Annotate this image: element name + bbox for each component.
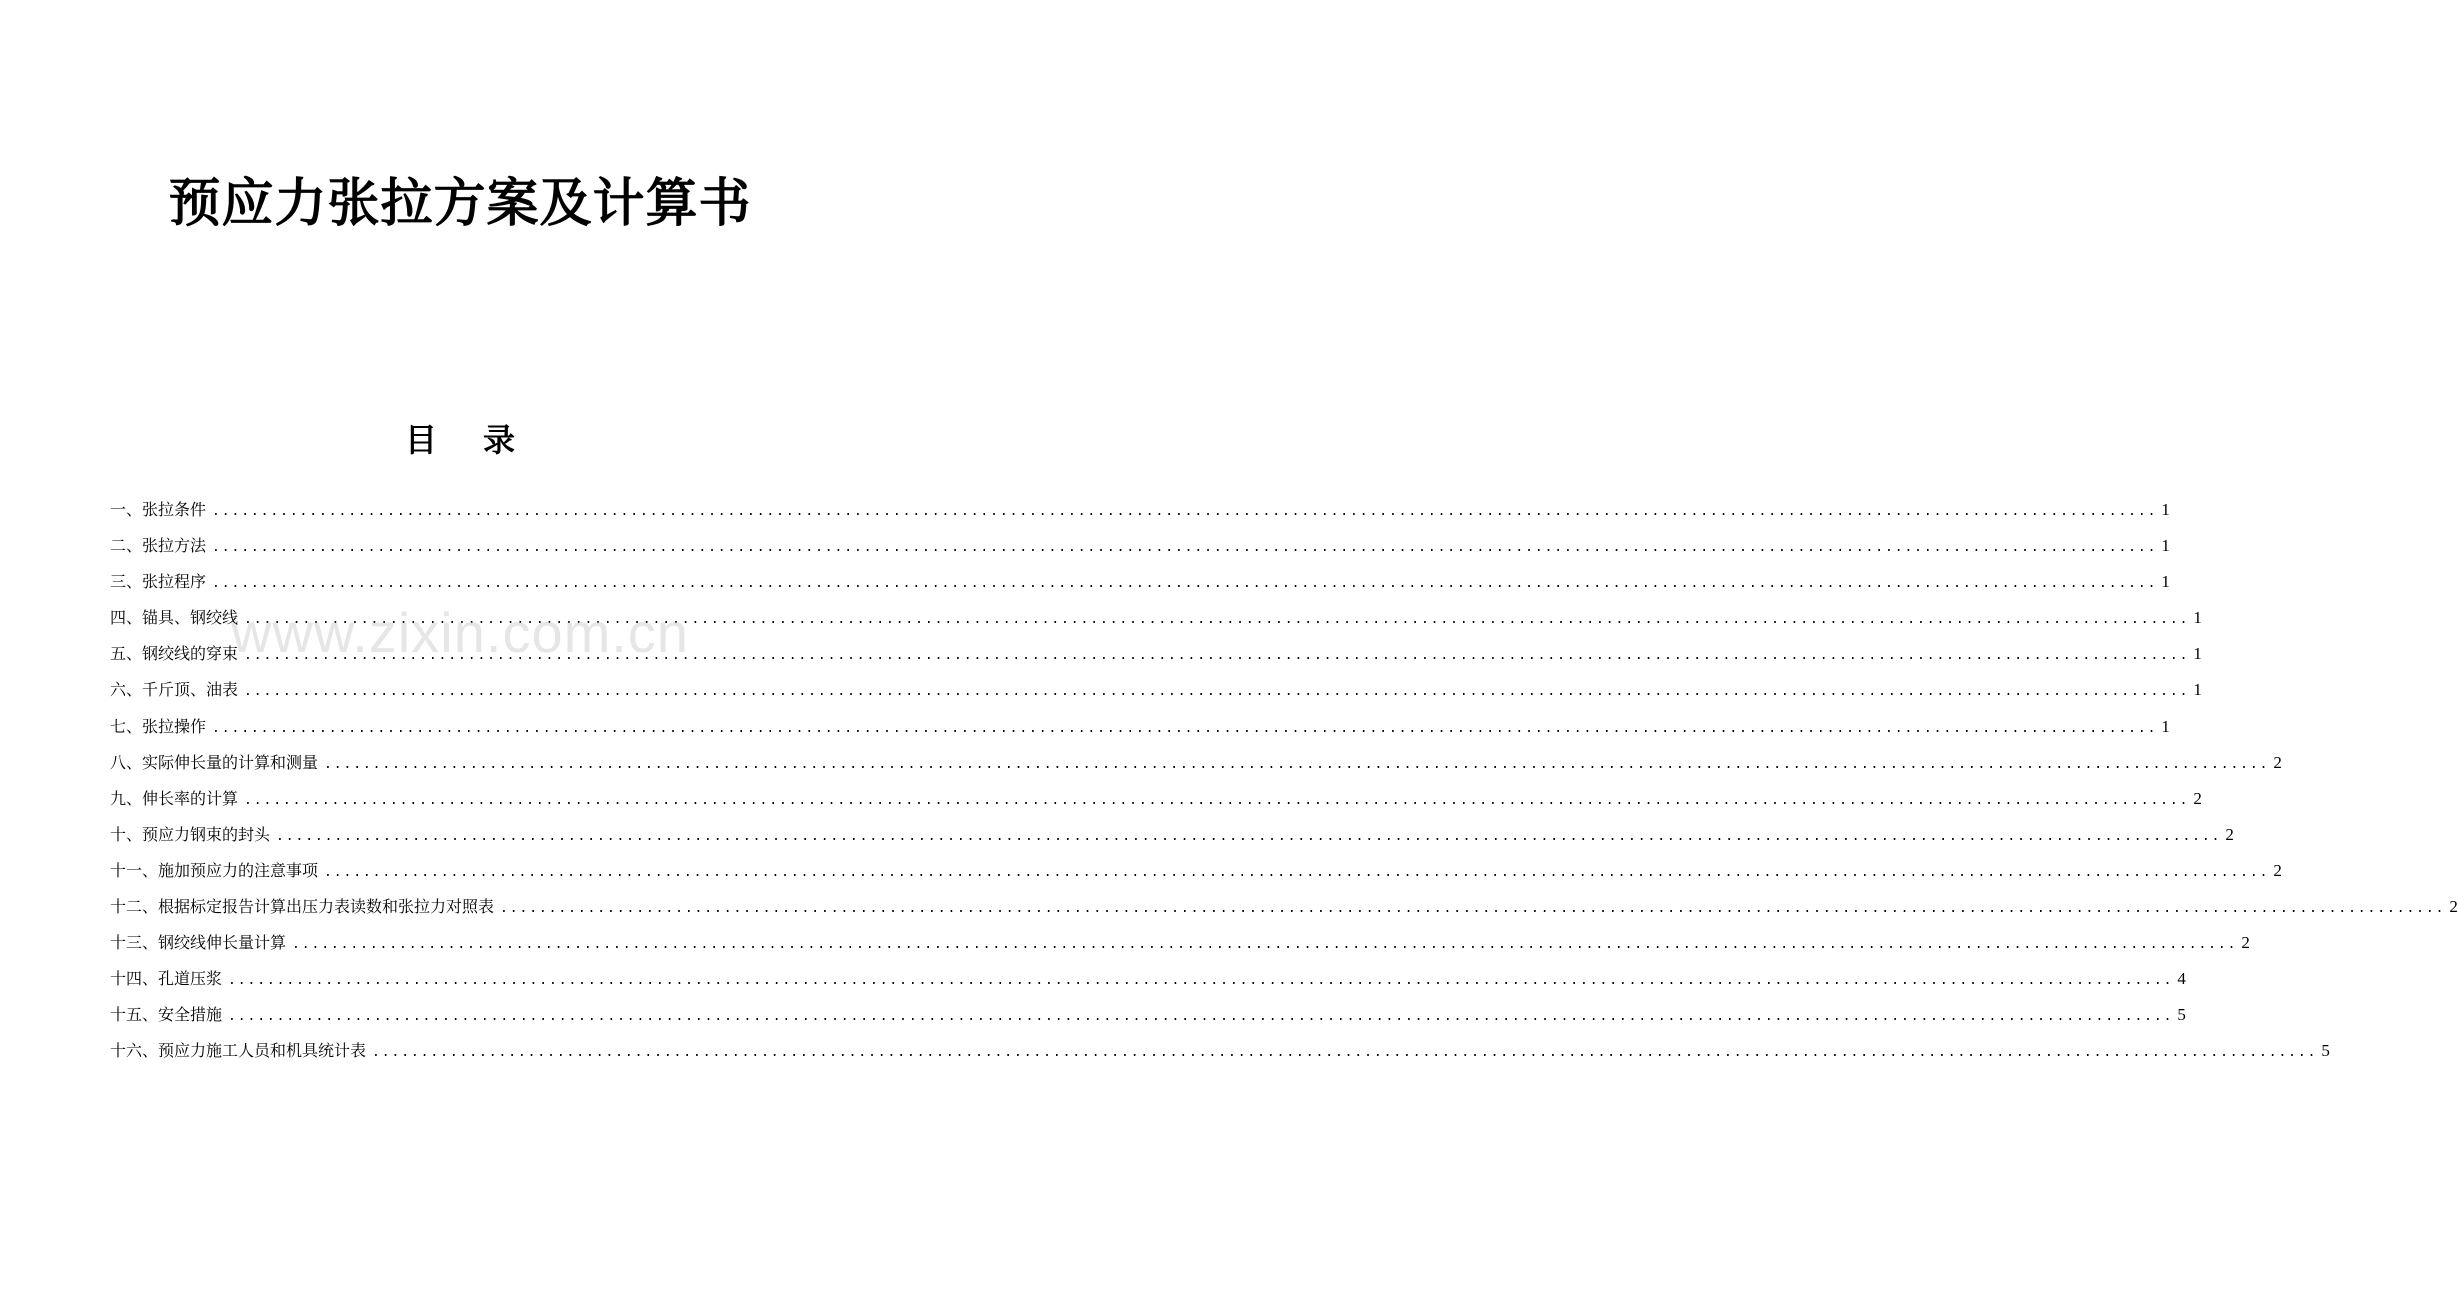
toc-entry-page: 1 [2193, 644, 2202, 664]
toc-entry-label: 十五、安全措施 [110, 1005, 223, 1025]
toc-entry[interactable] [110, 636, 2202, 672]
toc-entry[interactable] [110, 781, 2202, 817]
toc-entry-page: 2 [2273, 860, 2282, 880]
watermark-text: www.zixin.com.cn [231, 601, 689, 664]
toc-entry[interactable] [110, 528, 2170, 564]
toc-heading-left: 目 [404, 421, 437, 459]
toc-entry[interactable] [110, 1033, 2330, 1069]
toc-entry-page: 2 [2225, 824, 2234, 844]
toc-entry-label: 十六、预应力施工人员和机具统计表 [110, 1041, 367, 1061]
toc-dot-leader: ........................................................................................................................................................................................................ [212, 540, 2158, 556]
toc-entry[interactable] [110, 925, 2250, 961]
toc-entry-page: 1 [2161, 716, 2170, 736]
toc-entry-label: 一、张拉条件 [110, 500, 207, 519]
toc-entry-page: 5 [2321, 1041, 2330, 1061]
toc-entry-page: 4 [2177, 969, 2186, 989]
toc-dot-leader: ........................................................................................................................................................................................................ [500, 901, 2446, 917]
toc-entry-page: 2 [2241, 933, 2250, 953]
toc-dot-leader: ........................................................................................................................................................................................................ [228, 1009, 2174, 1025]
toc-dot-leader: ........................................................................................................................................................................................................ [276, 828, 2222, 844]
toc-heading [0, 418, 920, 462]
toc-entry-page: 1 [2161, 500, 2170, 519]
toc-entry[interactable] [110, 961, 2186, 997]
toc-dot-leader: ........................................................................................................................................................................................................ [212, 504, 2158, 519]
toc-entry-page: 1 [2161, 572, 2170, 592]
toc-entry[interactable] [110, 564, 2170, 600]
toc-dot-leader: ........................................................................................................................................................................................................ [228, 973, 2174, 989]
toc-dot-leader: ........................................................................................................................................................................................................ [244, 612, 2190, 628]
toc-dot-leader: ........................................................................................................................................................................................................ [212, 576, 2158, 592]
toc-entry-page: 1 [2161, 536, 2170, 556]
toc-entry-page: 2 [2449, 897, 2458, 917]
toc-entry-label: 六、千斤顶、油表 [110, 680, 239, 700]
table-of-contents [110, 492, 2458, 1070]
toc-entry[interactable] [110, 853, 2282, 889]
toc-entry-label: 五、钢绞线的穿束 [110, 644, 239, 664]
toc-entry[interactable] [110, 600, 2202, 636]
toc-dot-leader: ........................................................................................................................................................................................................ [324, 756, 2270, 772]
toc-entry-page: 2 [2193, 788, 2202, 808]
toc-entry-label: 十四、孔道压浆 [110, 969, 223, 989]
toc-dot-leader: ........................................................................................................................................................................................................ [244, 684, 2190, 700]
toc-entry-label: 七、张拉操作 [110, 716, 207, 736]
toc-entry-label: 四、锚具、钢绞线 [110, 608, 239, 628]
toc-entry-page: 5 [2177, 1005, 2186, 1025]
toc-entry[interactable] [110, 672, 2202, 708]
toc-entry-label: 十二、根据标定报告计算出压力表读数和张拉力对照表 [110, 897, 495, 917]
toc-entry[interactable] [110, 997, 2186, 1033]
toc-entry-label: 九、伸长率的计算 [110, 788, 239, 808]
toc-entry-page: 1 [2193, 608, 2202, 628]
toc-entry-label: 八、实际伸长量的计算和测量 [110, 752, 319, 772]
toc-entry[interactable] [110, 709, 2170, 745]
toc-entry-label: 十、预应力钢束的封头 [110, 824, 271, 844]
toc-dot-leader: ........................................................................................................................................................................................................ [212, 720, 2158, 736]
toc-dot-leader: ........................................................................................................................................................................................................ [324, 864, 2270, 880]
toc-dot-leader: ........................................................................................................................................................................................................ [244, 792, 2190, 808]
document-title: 预应力张拉方案及计算书 [168, 174, 752, 234]
toc-entry-page: 2 [2273, 752, 2282, 772]
toc-dot-leader: ........................................................................................................................................................................................................ [292, 937, 2238, 953]
toc-dot-leader: ........................................................................................................................................................................................................ [244, 648, 2190, 664]
toc-entry-label: 十三、钢绞线伸长量计算 [110, 933, 287, 953]
toc-entry-label: 十一、施加预应力的注意事项 [110, 860, 319, 880]
toc-entry[interactable] [110, 817, 2234, 853]
toc-heading-right: 录 [483, 421, 516, 459]
toc-entry-page: 1 [2193, 680, 2202, 700]
toc-entry-label: 三、张拉程序 [110, 572, 207, 592]
toc-entry[interactable] [110, 745, 2282, 781]
toc-entry[interactable] [110, 889, 2458, 925]
toc-entry[interactable] [110, 492, 2170, 528]
toc-entry-label: 二、张拉方法 [110, 536, 207, 556]
toc-dot-leader: ........................................................................................................................................................................................................ [372, 1045, 2318, 1061]
